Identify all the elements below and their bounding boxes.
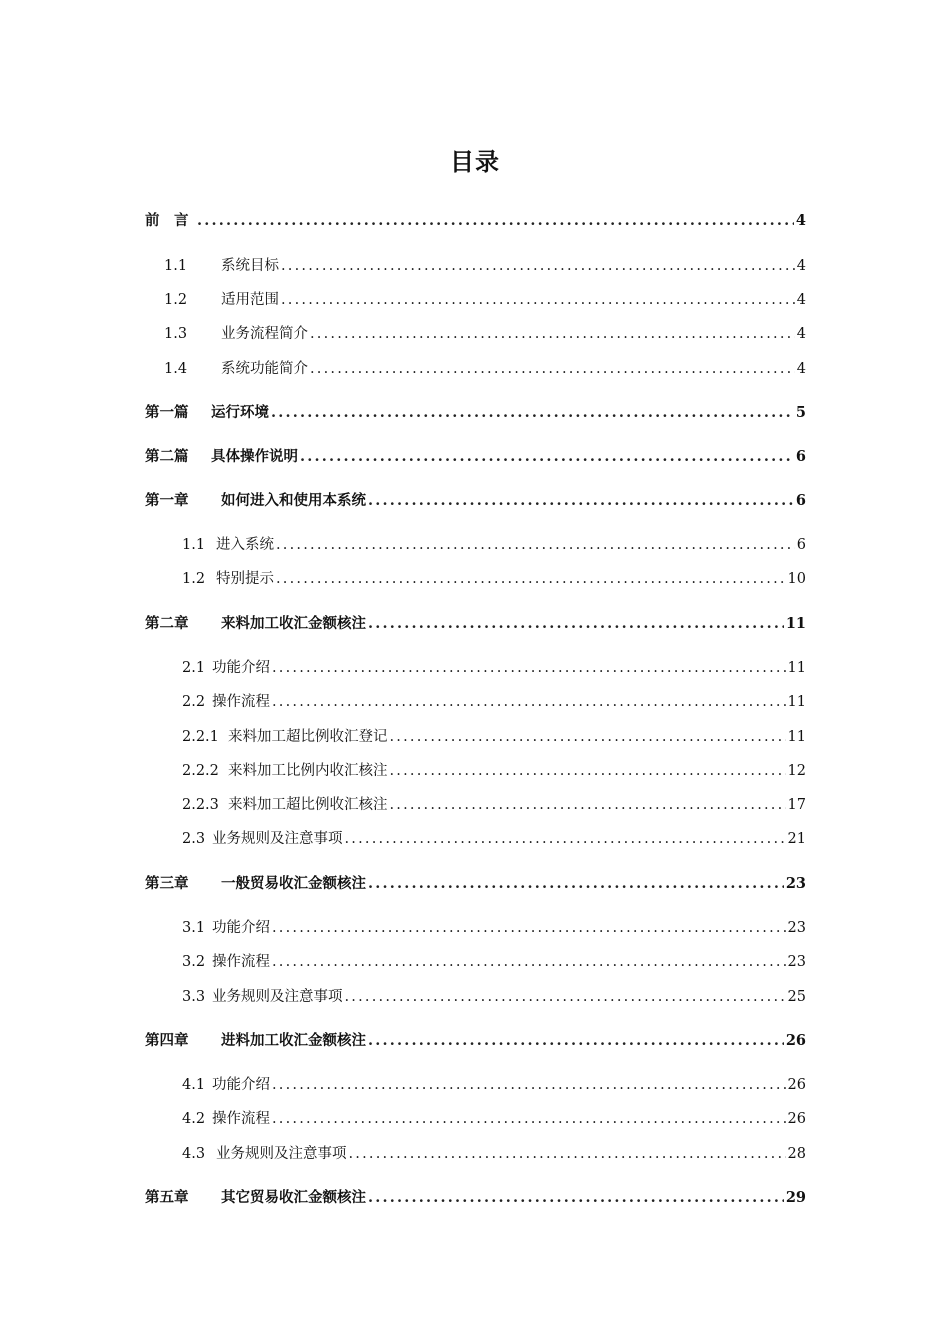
toc-page-number: 26 bbox=[787, 1111, 806, 1127]
toc-entry-text: 来料加工超比例收汇登记 bbox=[228, 729, 388, 745]
toc-entry-chapter[interactable] bbox=[145, 1187, 806, 1209]
toc-entry-text: 如何进入和使用本系统 bbox=[221, 492, 366, 509]
toc-entry[interactable] bbox=[182, 760, 806, 782]
toc-entry-text: 来料加工收汇金额核注 bbox=[221, 615, 366, 632]
toc-page-number: 11 bbox=[787, 729, 806, 745]
toc-entry-number: 第一章 bbox=[145, 492, 189, 509]
toc-entry-number: 第三章 bbox=[145, 875, 189, 892]
toc-page-number: 12 bbox=[787, 763, 806, 779]
toc-dot-leader bbox=[281, 255, 795, 277]
toc-entry-number: 3.3 bbox=[182, 989, 206, 1005]
toc-dot-leader bbox=[272, 1074, 786, 1096]
toc-entry-number: 前 言 bbox=[145, 212, 189, 229]
toc-entry[interactable] bbox=[182, 828, 806, 850]
toc-entry-text: 操作流程 bbox=[212, 1111, 270, 1127]
toc-entry-number: 1.1 bbox=[182, 537, 206, 553]
toc-page-number: 11 bbox=[787, 660, 806, 676]
toc-dot-leader bbox=[368, 1030, 784, 1052]
toc-page-number: 4 bbox=[796, 258, 806, 274]
toc-entry-text: 适用范围 bbox=[221, 292, 279, 308]
toc-dot-leader bbox=[368, 490, 794, 512]
toc-entry-number: 1.2 bbox=[164, 292, 188, 308]
toc-entry-number: 第二篇 bbox=[145, 448, 189, 465]
toc-page-number: 4 bbox=[796, 292, 806, 308]
toc-entry[interactable] bbox=[182, 691, 806, 713]
toc-entry-text: 一般贸易收汇金额核注 bbox=[221, 875, 366, 892]
toc-dot-leader bbox=[390, 726, 786, 748]
toc-page-number: 28 bbox=[787, 1146, 806, 1162]
toc-page-number: 6 bbox=[796, 537, 806, 553]
toc-entry-text: 进料加工收汇金额核注 bbox=[221, 1032, 366, 1049]
toc-page-number: 6 bbox=[795, 448, 806, 465]
toc-dot-leader bbox=[197, 210, 794, 232]
toc-entry-part[interactable] bbox=[145, 446, 806, 468]
toc-entry-text: 操作流程 bbox=[212, 694, 270, 710]
toc-dot-leader bbox=[271, 402, 794, 424]
toc-page-number: 4 bbox=[796, 326, 806, 342]
toc-entry[interactable] bbox=[164, 358, 806, 380]
toc-dot-leader bbox=[368, 1187, 784, 1209]
toc-entry-text: 系统目标 bbox=[221, 258, 279, 274]
toc-entry[interactable] bbox=[182, 726, 806, 748]
toc-page-number: 21 bbox=[787, 831, 806, 847]
toc-page-number: 26 bbox=[787, 1077, 806, 1093]
toc-entry-text: 系统功能简介 bbox=[221, 361, 308, 377]
toc-dot-leader bbox=[276, 534, 795, 556]
toc-entry[interactable] bbox=[182, 568, 806, 590]
toc-dot-leader bbox=[281, 289, 795, 311]
toc-dot-leader bbox=[345, 828, 786, 850]
toc-entry-text: 业务规则及注意事项 bbox=[212, 831, 343, 847]
toc-entry[interactable] bbox=[164, 323, 806, 345]
toc-page-number: 23 bbox=[787, 920, 806, 936]
toc-entry-text: 业务流程简介 bbox=[221, 326, 308, 342]
toc-entry-number: 4.1 bbox=[182, 1077, 206, 1093]
page-title: 目录 bbox=[450, 147, 500, 176]
toc-page-number: 23 bbox=[787, 954, 806, 970]
toc-page-number: 17 bbox=[787, 797, 806, 813]
toc-page-number: 29 bbox=[785, 1189, 806, 1206]
toc-entry-chapter[interactable] bbox=[145, 1030, 806, 1052]
toc-entry[interactable] bbox=[182, 1143, 806, 1165]
toc-entry-number: 1.2 bbox=[182, 571, 206, 587]
toc-page-number: 11 bbox=[785, 615, 806, 632]
toc-entry-text: 来料加工超比例收汇核注 bbox=[228, 797, 388, 813]
toc-entry-number: 1.4 bbox=[164, 361, 188, 377]
toc-entry-text: 具体操作说明 bbox=[211, 448, 298, 465]
toc-page-number: 4 bbox=[796, 361, 806, 377]
toc-dot-leader bbox=[272, 951, 786, 973]
toc-entry-text: 进入系统 bbox=[216, 537, 274, 553]
toc-page-number: 25 bbox=[787, 989, 806, 1005]
toc-entry[interactable] bbox=[182, 986, 806, 1008]
toc-entry-chapter[interactable] bbox=[145, 613, 806, 635]
toc-dot-leader bbox=[310, 323, 795, 345]
toc-entry-text: 业务规则及注意事项 bbox=[212, 989, 343, 1005]
toc-page-number: 23 bbox=[785, 875, 806, 892]
toc-entry-chapter[interactable] bbox=[145, 873, 806, 895]
toc-entry-number: 第五章 bbox=[145, 1189, 189, 1206]
toc-entry-number: 4.3 bbox=[182, 1146, 206, 1162]
toc-entry-number: 第一篇 bbox=[145, 404, 189, 421]
toc-page-number: 5 bbox=[795, 404, 806, 421]
toc-entry[interactable] bbox=[182, 951, 806, 973]
toc-page-number: 10 bbox=[787, 571, 806, 587]
toc-entry[interactable] bbox=[182, 1108, 806, 1130]
toc-entry-text: 操作流程 bbox=[212, 954, 270, 970]
toc-entry-text: 来料加工比例内收汇核注 bbox=[228, 763, 388, 779]
toc-entry-number: 第四章 bbox=[145, 1032, 189, 1049]
toc-entry-text: 功能介绍 bbox=[212, 920, 270, 936]
toc-entry-number: 2.2.3 bbox=[182, 797, 219, 813]
toc-entry-text: 功能介绍 bbox=[212, 1077, 270, 1093]
toc-dot-leader bbox=[368, 613, 784, 635]
toc-dot-leader bbox=[276, 568, 786, 590]
toc-dot-leader bbox=[310, 358, 795, 380]
toc-page-number: 26 bbox=[785, 1032, 806, 1049]
toc-entry-number: 4.2 bbox=[182, 1111, 206, 1127]
toc-entry[interactable] bbox=[164, 255, 806, 277]
toc-dot-leader bbox=[272, 691, 786, 713]
toc-entry[interactable] bbox=[182, 534, 806, 556]
toc-entry-number: 第二章 bbox=[145, 615, 189, 632]
toc-page-number: 6 bbox=[795, 492, 806, 509]
toc-dot-leader bbox=[390, 760, 786, 782]
toc-entry-number: 1.3 bbox=[164, 326, 188, 342]
toc-entry-number: 3.1 bbox=[182, 920, 206, 936]
toc-entry[interactable] bbox=[182, 794, 806, 816]
toc-entry-text: 业务规则及注意事项 bbox=[216, 1146, 347, 1162]
toc-entry-text: 特别提示 bbox=[216, 571, 274, 587]
toc-dot-leader bbox=[345, 986, 786, 1008]
toc-entry-part[interactable] bbox=[145, 402, 806, 424]
toc-entry-number: 2.2.2 bbox=[182, 763, 219, 779]
toc-dot-leader bbox=[368, 873, 784, 895]
toc-entry-number: 2.2 bbox=[182, 694, 206, 710]
toc-dot-leader bbox=[272, 657, 786, 679]
toc-dot-leader bbox=[390, 794, 786, 816]
toc-entry-number: 1.1 bbox=[164, 258, 188, 274]
toc-entry-text: 其它贸易收汇金额核注 bbox=[221, 1189, 366, 1206]
toc-entry[interactable] bbox=[182, 917, 806, 939]
toc-entry-chapter[interactable] bbox=[145, 490, 806, 512]
toc-entry-number: 2.3 bbox=[182, 831, 206, 847]
toc-entry-number: 3.2 bbox=[182, 954, 206, 970]
toc-entry-text: 功能介绍 bbox=[212, 660, 270, 676]
toc-page-number: 4 bbox=[795, 212, 806, 229]
toc-dot-leader bbox=[272, 1108, 786, 1130]
toc-dot-leader bbox=[272, 917, 786, 939]
toc-page-number: 11 bbox=[787, 694, 806, 710]
toc-entry-number: 2.1 bbox=[182, 660, 206, 676]
toc-entry-text: 运行环境 bbox=[211, 404, 269, 421]
toc-dot-leader bbox=[300, 446, 794, 468]
toc-entry[interactable] bbox=[182, 1074, 806, 1096]
toc-entry-preface[interactable] bbox=[145, 210, 806, 232]
toc-entry[interactable] bbox=[182, 657, 806, 679]
toc-entry[interactable] bbox=[164, 289, 806, 311]
toc-entry-number: 2.2.1 bbox=[182, 729, 219, 745]
toc-dot-leader bbox=[349, 1143, 786, 1165]
